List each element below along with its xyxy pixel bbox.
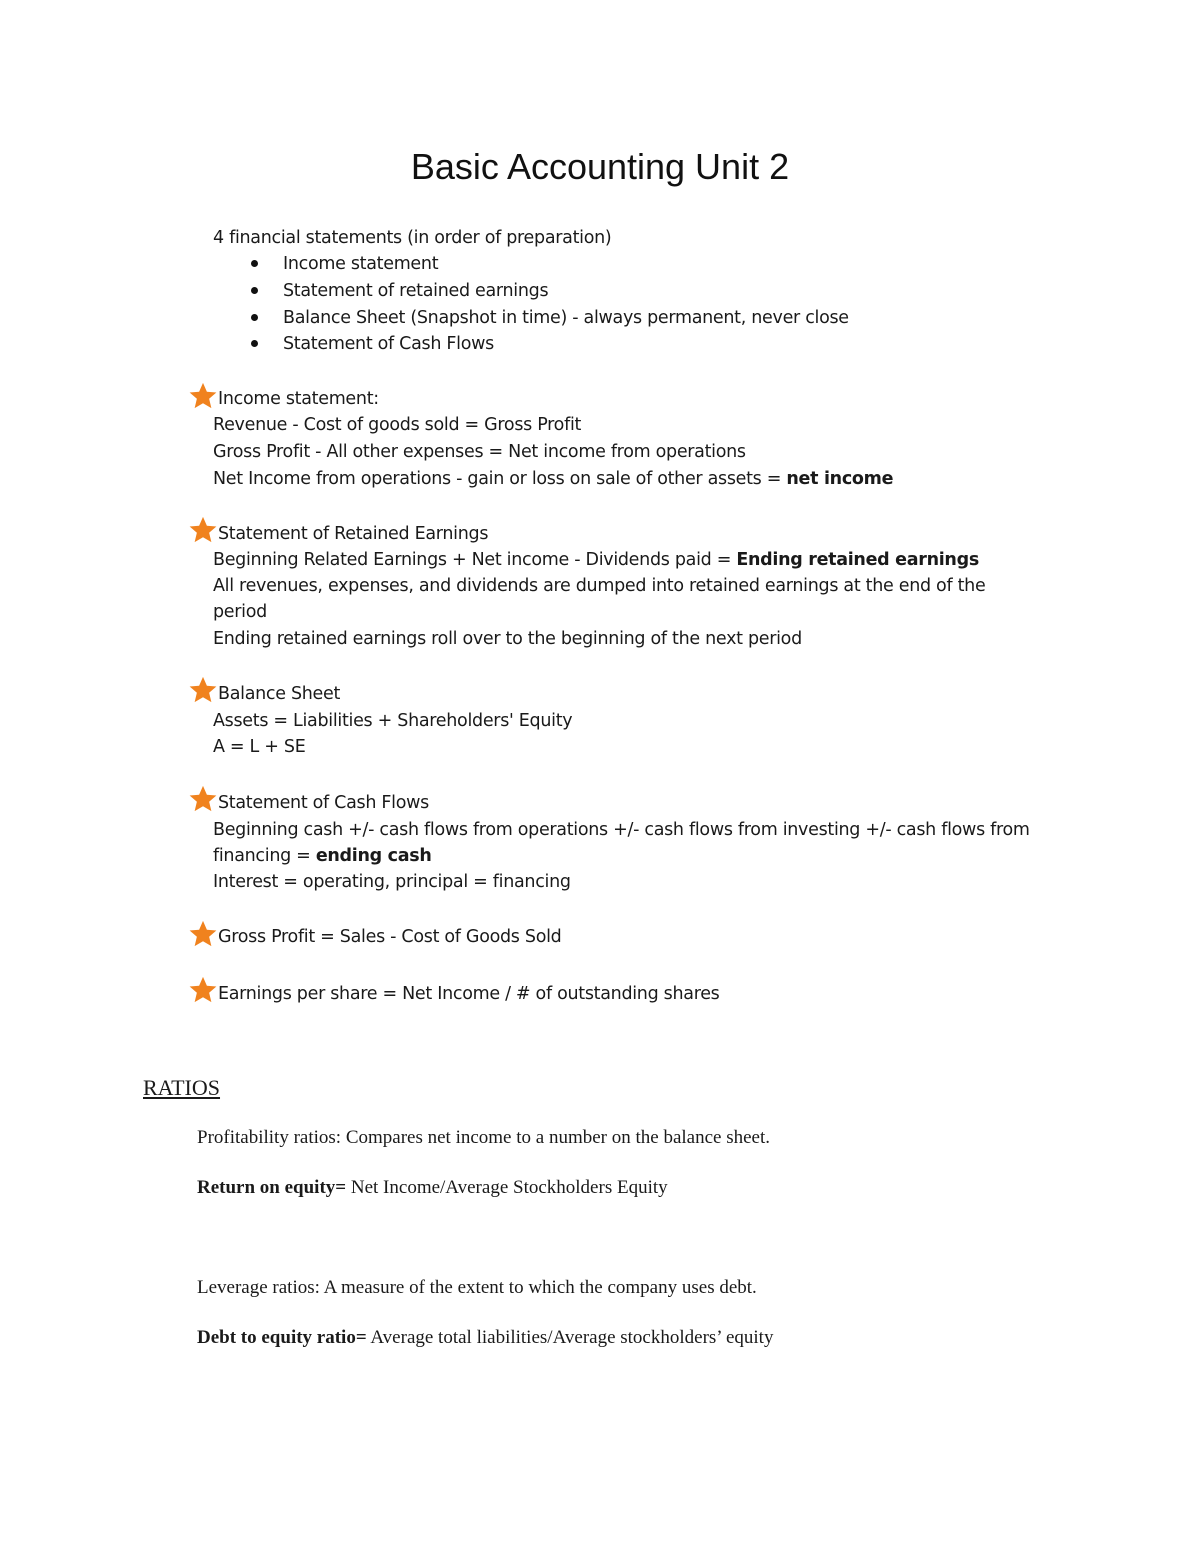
profitability-ratios-text: Profitability ratios: Compares net income to a number on the balance sheet. — [197, 1127, 771, 1148]
gross-profit-formula: Gross Profit = Sales - Cost of Goods Sold — [218, 927, 562, 947]
bullet-icon — [251, 287, 258, 294]
bullet-icon — [251, 260, 258, 267]
bold-term: Return on equity= — [197, 1177, 347, 1198]
text-span: Net Income from operations - gain or loss on sale of other assets = — [213, 469, 787, 489]
bold-term: ending cash — [315, 846, 432, 866]
leverage-ratios-text: Leverage ratios: A measure of the extent to which the company uses debt. — [197, 1277, 757, 1298]
balance-sheet-line: Assets = Liabilities + Shareholders' Equity — [213, 711, 573, 731]
star-icon — [188, 784, 218, 814]
intro-item-4: Statement of Cash Flows — [283, 334, 494, 354]
retained-earnings-line: All revenues, expenses, and dividends are dumped into retained earnings at the end of the — [213, 576, 986, 596]
income-statement-line: Gross Profit - All other expenses = Net income from operations — [213, 442, 746, 462]
balance-sheet-heading: Balance Sheet — [218, 684, 341, 704]
retained-earnings-line: Ending retained earnings roll over to the beginning of the next period — [213, 629, 802, 649]
income-statement-line: Revenue - Cost of goods sold = Gross Profit — [213, 415, 582, 435]
bold-term: net income — [786, 469, 894, 489]
bullet-icon — [251, 340, 258, 347]
ratios-heading: RATIOS — [143, 1075, 221, 1100]
text-span: financing = — [213, 846, 316, 866]
cash-flows-line: Beginning cash +/- cash flows from operations +/- cash flows from investing +/- cash flows from — [213, 820, 1030, 840]
intro-item-3: Balance Sheet (Snapshot in time) - always permanent, never close — [283, 308, 849, 328]
text-span: Average total liabilities/Average stockholders’ equity — [366, 1327, 774, 1348]
page-title: Basic Accounting Unit 2 — [410, 146, 790, 187]
text-span: Net Income/Average Stockholders Equity — [346, 1177, 668, 1198]
retained-earnings-heading: Statement of Retained Earnings — [218, 524, 489, 544]
debt-to-equity-formula — [197, 1325, 773, 1351]
star-icon — [188, 515, 218, 545]
income-statement-heading: Income statement: — [218, 389, 379, 409]
bold-term: Ending retained earnings — [736, 550, 979, 570]
star-icon — [188, 919, 218, 949]
bullet-icon — [251, 314, 258, 321]
text-span: Beginning Related Earnings + Net income - Dividends paid = — [213, 550, 737, 570]
intro-heading: 4 financial statements (in order of preparation) — [213, 228, 612, 248]
cash-flows-heading: Statement of Cash Flows — [218, 793, 429, 813]
cash-flows-line: Interest = operating, principal = financing — [213, 872, 571, 892]
intro-item-1: Income statement — [283, 254, 439, 274]
eps-formula: Earnings per share = Net Income / # of outstanding shares — [218, 984, 720, 1004]
retained-earnings-line: period — [213, 602, 267, 622]
income-statement-net-income-line — [213, 466, 893, 492]
retained-earnings-line — [213, 547, 979, 573]
balance-sheet-line: A = L + SE — [213, 737, 306, 757]
return-on-equity-formula — [197, 1175, 668, 1201]
star-icon — [188, 381, 218, 411]
star-icon — [188, 675, 218, 705]
intro-item-2: Statement of retained earnings — [283, 281, 549, 301]
bold-term: Debt to equity ratio= — [197, 1327, 367, 1348]
cash-flows-line — [213, 843, 432, 869]
star-icon — [188, 975, 218, 1005]
